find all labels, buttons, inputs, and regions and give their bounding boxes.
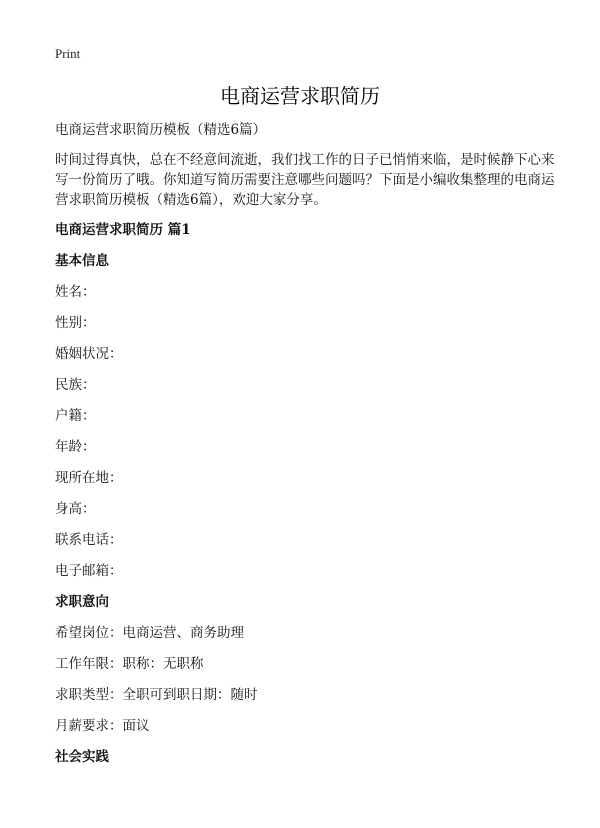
page-title: 电商运营求职简历 (220, 84, 380, 108)
field-household-registration: 户籍： (55, 408, 96, 424)
field-height: 身高： (55, 501, 96, 517)
field-ethnicity: 民族： (55, 377, 96, 393)
part-heading: 电商运营求职简历 篇1 (55, 222, 191, 238)
field-work-years: 工作年限：职称：无职称 (55, 656, 204, 672)
job-intent-heading: 求职意向 (55, 594, 109, 610)
field-age: 年龄： (55, 439, 96, 455)
field-job-type: 求职类型：全职可到职日期：随时 (55, 687, 258, 703)
document-body (55, 120, 555, 778)
field-phone: 联系电话： (55, 532, 123, 548)
field-name: 姓名： (55, 284, 96, 300)
field-current-location: 现所在地： (55, 470, 123, 486)
field-salary: 月薪要求：面议 (55, 718, 150, 734)
field-email: 电子邮箱： (55, 563, 123, 579)
field-gender: 性别： (55, 315, 96, 331)
social-practice-heading: 社会实践 (55, 749, 109, 765)
document-subtitle: 电商运营求职简历模板（精选6篇） (55, 122, 267, 138)
job-intent-section (55, 592, 555, 736)
field-desired-position: 希望岗位：电商运营、商务助理 (55, 625, 244, 641)
intro-paragraph: 时间过得真快，总在不经意间流逝，我们找工作的日子已悄悄来临，是时候静下心来写一份简历了哦。你知道写简历需要注意哪些问题吗？下面是小编收集整理的电商运营求职简历模板（精选6篇），欢迎大家分享。 (55, 152, 555, 208)
field-marital-status: 婚姻状况： (55, 346, 123, 362)
basic-info-heading: 基本信息 (55, 253, 109, 269)
print-link[interactable]: Print (55, 46, 81, 61)
basic-info-section (55, 251, 555, 581)
social-practice-section (55, 747, 555, 767)
